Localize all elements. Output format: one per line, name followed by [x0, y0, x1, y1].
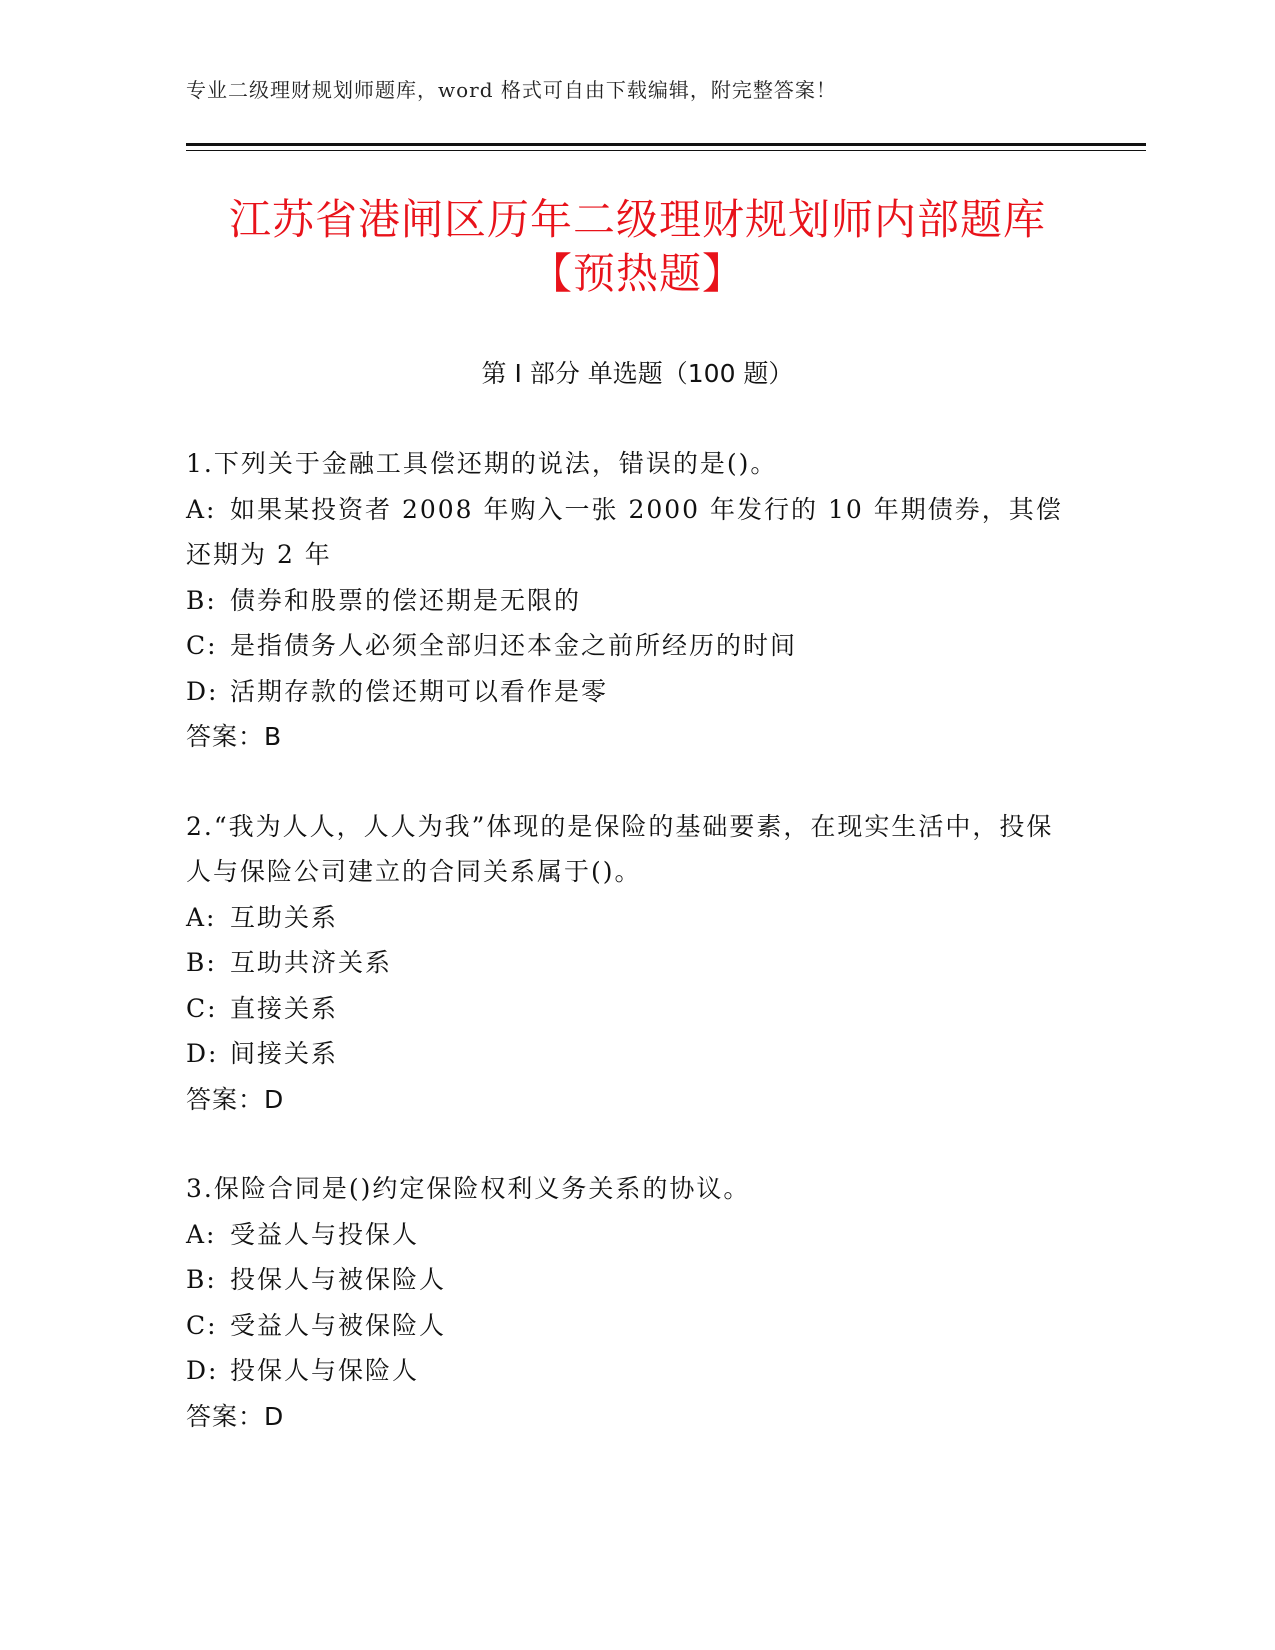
- option-text: 投保人与保险人: [230, 1356, 420, 1385]
- header-rule-thin: [186, 150, 1146, 151]
- option-d: [186, 1348, 1066, 1394]
- option-b: [186, 1257, 1066, 1303]
- option-letter: A:: [186, 1219, 217, 1249]
- option-letter: B:: [186, 1265, 217, 1294]
- option-text: 是指债务人必须全部归还本金之前所经历的时间: [230, 631, 798, 660]
- option-letter: C:: [186, 631, 218, 660]
- option-d: [186, 669, 1066, 715]
- option-letter: D:: [186, 1356, 219, 1385]
- question-list: [186, 441, 1066, 1439]
- option-text: 债券和股票的偿还期是无限的: [230, 585, 582, 615]
- option-a: [186, 895, 1066, 941]
- option-a: [186, 487, 1066, 578]
- option-text: 互助关系: [230, 902, 339, 932]
- option-c: [186, 623, 1066, 669]
- option-text: 活期存款的偿还期可以看作是零: [230, 676, 609, 706]
- option-a: [186, 1212, 1066, 1258]
- option-b: [186, 578, 1066, 624]
- option-letter: C:: [186, 1310, 218, 1340]
- option-d: [186, 1031, 1066, 1077]
- option-c: [186, 986, 1066, 1032]
- document-title-line2: 【预热题】: [529, 249, 745, 298]
- question-stem: 1.下列关于金融工具偿还期的说法，错误的是()。: [186, 449, 778, 478]
- section-heading: 第 I 部分 单选题（100 题）: [481, 359, 794, 388]
- header-note: 专业二级理财规划师题库，word 格式可自由下载编辑，附完整答案！: [186, 78, 837, 102]
- option-text: 互助共济关系: [230, 948, 393, 977]
- question-3: [186, 1166, 1066, 1439]
- answer: 答案：D: [186, 1084, 285, 1114]
- option-letter: B:: [186, 948, 217, 977]
- option-letter: A:: [186, 494, 217, 524]
- option-text: 受益人与投保人: [230, 1219, 420, 1249]
- option-text: 间接关系: [230, 1039, 339, 1068]
- document-title-line1: 江苏省港闸区历年二级理财规划师内部题库: [228, 195, 1046, 244]
- question-1: [186, 441, 1066, 760]
- option-text: 受益人与被保险人: [230, 1310, 447, 1340]
- option-text: 投保人与被保险人: [230, 1265, 447, 1294]
- option-text: 如果某投资者 2008 年购入一张 2000 年发行的 10 年期债券，其偿还期为 2 年: [186, 494, 1063, 569]
- question-stem: 2.“我为人人，人人为我”体现的是保险的基础要素，在现实生活中，投保人与保险公司建立的合同关系属于()。: [186, 811, 1054, 886]
- option-letter: A:: [186, 902, 217, 932]
- document-title: [120, 193, 1155, 301]
- answer: 答案：B: [186, 722, 283, 751]
- question-stem: 3.保险合同是()约定保险权利义务关系的协议。: [186, 1174, 751, 1203]
- option-letter: B:: [186, 585, 217, 615]
- question-2: [186, 804, 1066, 1123]
- option-letter: C:: [186, 993, 218, 1023]
- option-c: [186, 1303, 1066, 1349]
- header-rule-thick: [186, 143, 1146, 146]
- option-b: [186, 940, 1066, 986]
- option-text: 直接关系: [230, 993, 339, 1023]
- answer: 答案：D: [186, 1401, 285, 1431]
- option-letter: D:: [186, 676, 219, 706]
- option-letter: D:: [186, 1039, 219, 1068]
